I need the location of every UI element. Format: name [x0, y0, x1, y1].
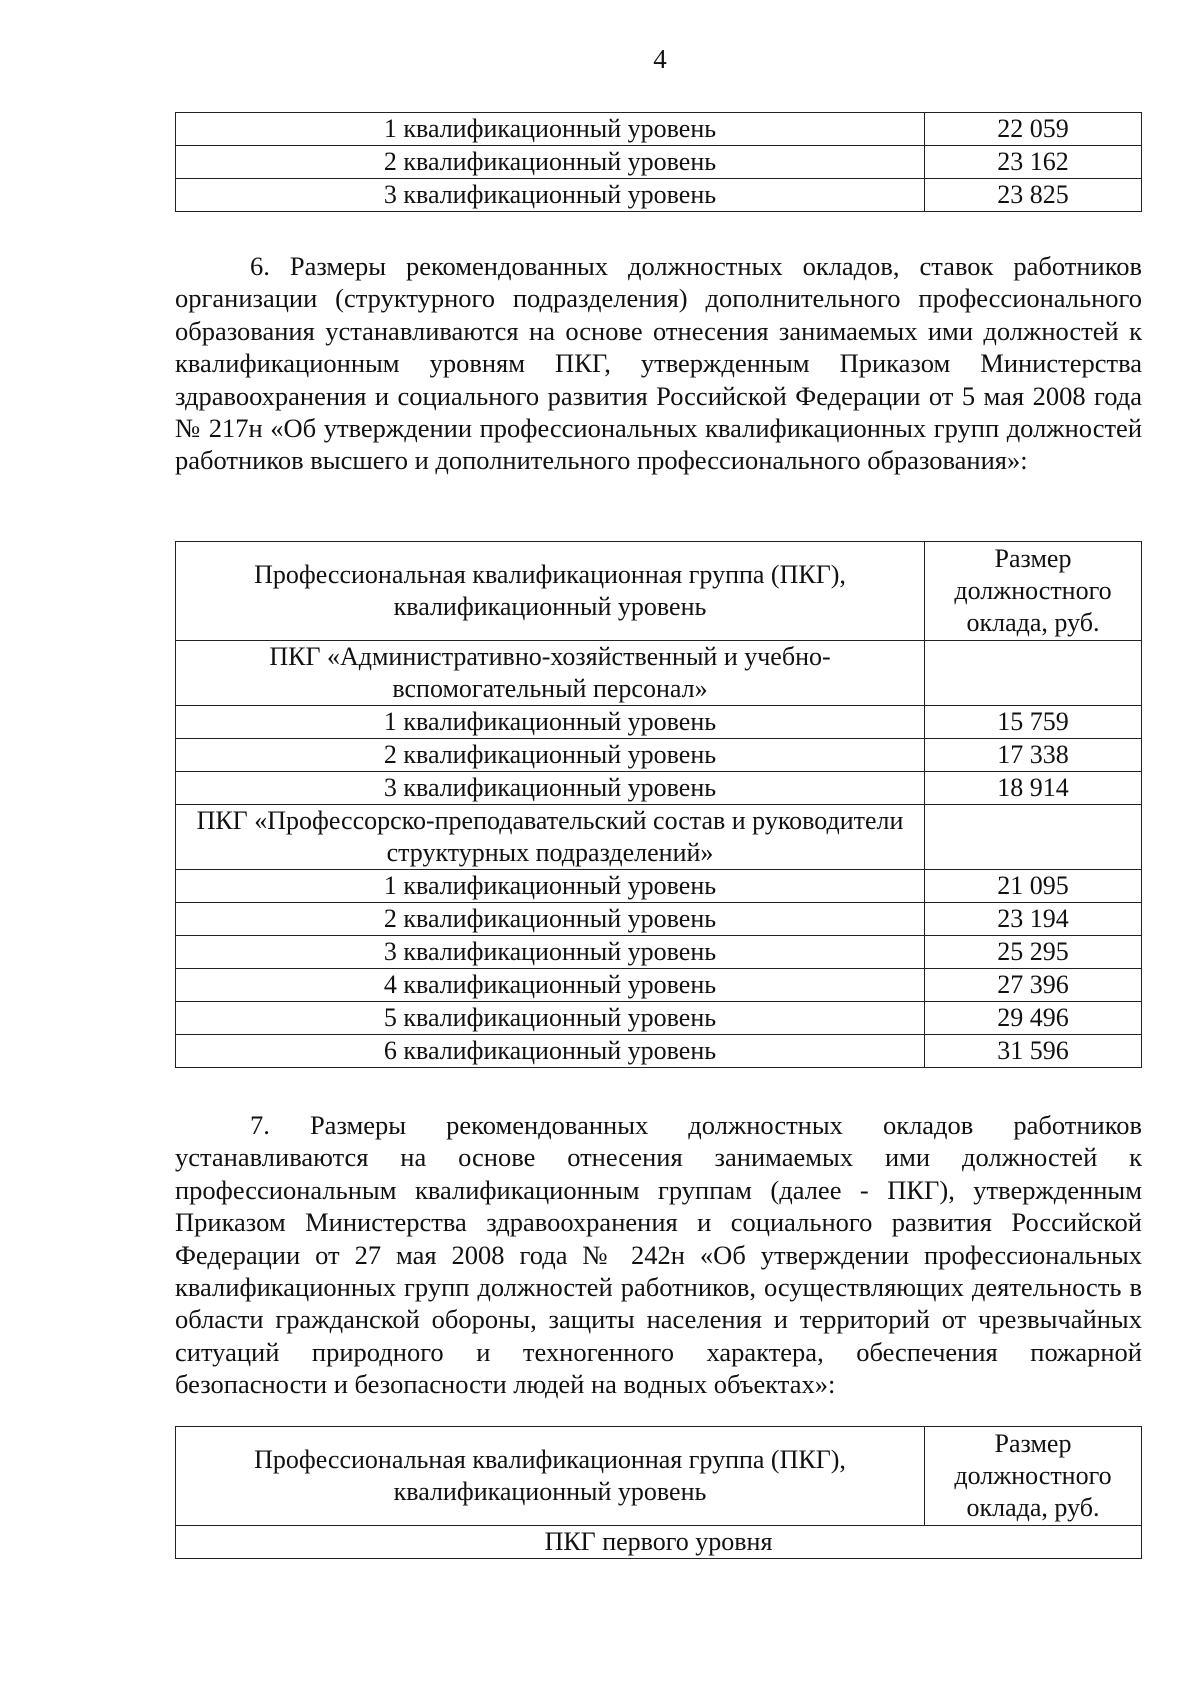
qualification-level-cell: 5 квалификационный уровень [176, 1002, 925, 1035]
group-row [176, 1526, 1142, 1559]
table-row [176, 772, 1142, 805]
header-group-cell: Профессиональная квалификационная группа (ПКГ), квалификационный уровень [176, 542, 925, 641]
paragraph-text: Размеры рекомендованных должностных окладов, ставок работников организации (структурного подразделения) дополнительного профессионального образования устанавливаются на основе отнесения занимаемых ими должностей к квалификационным уровням ПКГ, утвержденным Приказом Министерства здравоохранения и социального развития Российской Федерации от 5 мая 2008 года № 217н «Об утверждении профессиональных квалификационных групп должностей работников высшего и дополнительного профессионального образования»: [175, 251, 1143, 476]
page-number: 4 [653, 44, 667, 74]
qualification-level-cell: 2 квалификационный уровень [176, 903, 925, 936]
table-row [176, 903, 1142, 936]
paragraph-number: 6. [250, 251, 270, 281]
table-row [176, 1002, 1142, 1035]
qualification-level-cell: 4 квалификационный уровень [176, 969, 925, 1002]
table-row [176, 1035, 1142, 1068]
header-group-cell: Профессиональная квалификационная группа (ПКГ), квалификационный уровень [176, 1427, 925, 1526]
salary-table-continued [175, 112, 1142, 212]
empty-value-cell [925, 805, 1142, 870]
paragraph-6 [175, 250, 1142, 477]
salary-value-cell: 17 338 [925, 739, 1142, 772]
salary-table-civil-defense [175, 1426, 1142, 1559]
table-row [176, 870, 1142, 903]
salary-value-cell: 23 194 [925, 903, 1142, 936]
salary-value-cell: 18 914 [925, 772, 1142, 805]
salary-table-higher-education [175, 541, 1142, 1068]
group-title-cell: ПКГ первого уровня [176, 1526, 1142, 1559]
header-value-cell: Размер должностного оклада, руб. [925, 542, 1142, 641]
table-header-row [176, 1427, 1142, 1526]
salary-value-cell: 27 396 [925, 969, 1142, 1002]
qualification-level-cell: 1 квалификационный уровень [176, 870, 925, 903]
group-row [176, 805, 1142, 870]
salary-value-cell: 22 059 [925, 113, 1142, 146]
qualification-level-cell: 3 квалификационный уровень [176, 936, 925, 969]
empty-value-cell [925, 641, 1142, 706]
table-header-row [176, 542, 1142, 641]
salary-value-cell: 25 295 [925, 936, 1142, 969]
salary-value-cell: 29 496 [925, 1002, 1142, 1035]
paragraph-7 [175, 1109, 1142, 1401]
table-row [176, 146, 1142, 179]
paragraph-number: 7. [250, 1110, 270, 1140]
salary-value-cell: 15 759 [925, 706, 1142, 739]
group-title-cell: ПКГ «Профессорско-преподавательский состав и руководители структурных подразделений» [176, 805, 925, 870]
table-row [176, 706, 1142, 739]
paragraph-text: Размеры рекомендованных должностных окладов работников устанавливаются на основе отнесения занимаемых ими должностей к профессиональным квалификационным группам (далее - ПКГ), утвержденным Приказом Министерства здравоохранения и социального развития Российской Федерации от 27 мая 2008 года № 242н «Об утверждении профессиональных квалификационных групп должностей работников, осуществляющих деятельность в области гражданской обороны, защиты населения и территорий от чрезвычайных ситуаций природного и техногенного характера, обеспечения пожарной безопасности и безопасности людей на водных объектах»: [175, 1110, 1142, 1400]
table-row [176, 936, 1142, 969]
group-title-cell: ПКГ «Административно-хозяйственный и учебно-вспомогательный персонал» [176, 641, 925, 706]
qualification-level-cell: 2 квалификационный уровень [176, 146, 925, 179]
qualification-level-cell: 1 квалификационный уровень [176, 113, 925, 146]
salary-value-cell: 23 162 [925, 146, 1142, 179]
table-row [176, 969, 1142, 1002]
salary-value-cell: 21 095 [925, 870, 1142, 903]
salary-value-cell: 31 596 [925, 1035, 1142, 1068]
salary-value-cell: 23 825 [925, 179, 1142, 212]
table-row [176, 179, 1142, 212]
header-value-cell: Размер должностного оклада, руб. [925, 1427, 1142, 1526]
qualification-level-cell: 2 квалификационный уровень [176, 739, 925, 772]
table-row [176, 739, 1142, 772]
qualification-level-cell: 1 квалификационный уровень [176, 706, 925, 739]
group-row [176, 641, 1142, 706]
qualification-level-cell: 6 квалификационный уровень [176, 1035, 925, 1068]
qualification-level-cell: 3 квалификационный уровень [176, 179, 925, 212]
table-row [176, 113, 1142, 146]
qualification-level-cell: 3 квалификационный уровень [176, 772, 925, 805]
